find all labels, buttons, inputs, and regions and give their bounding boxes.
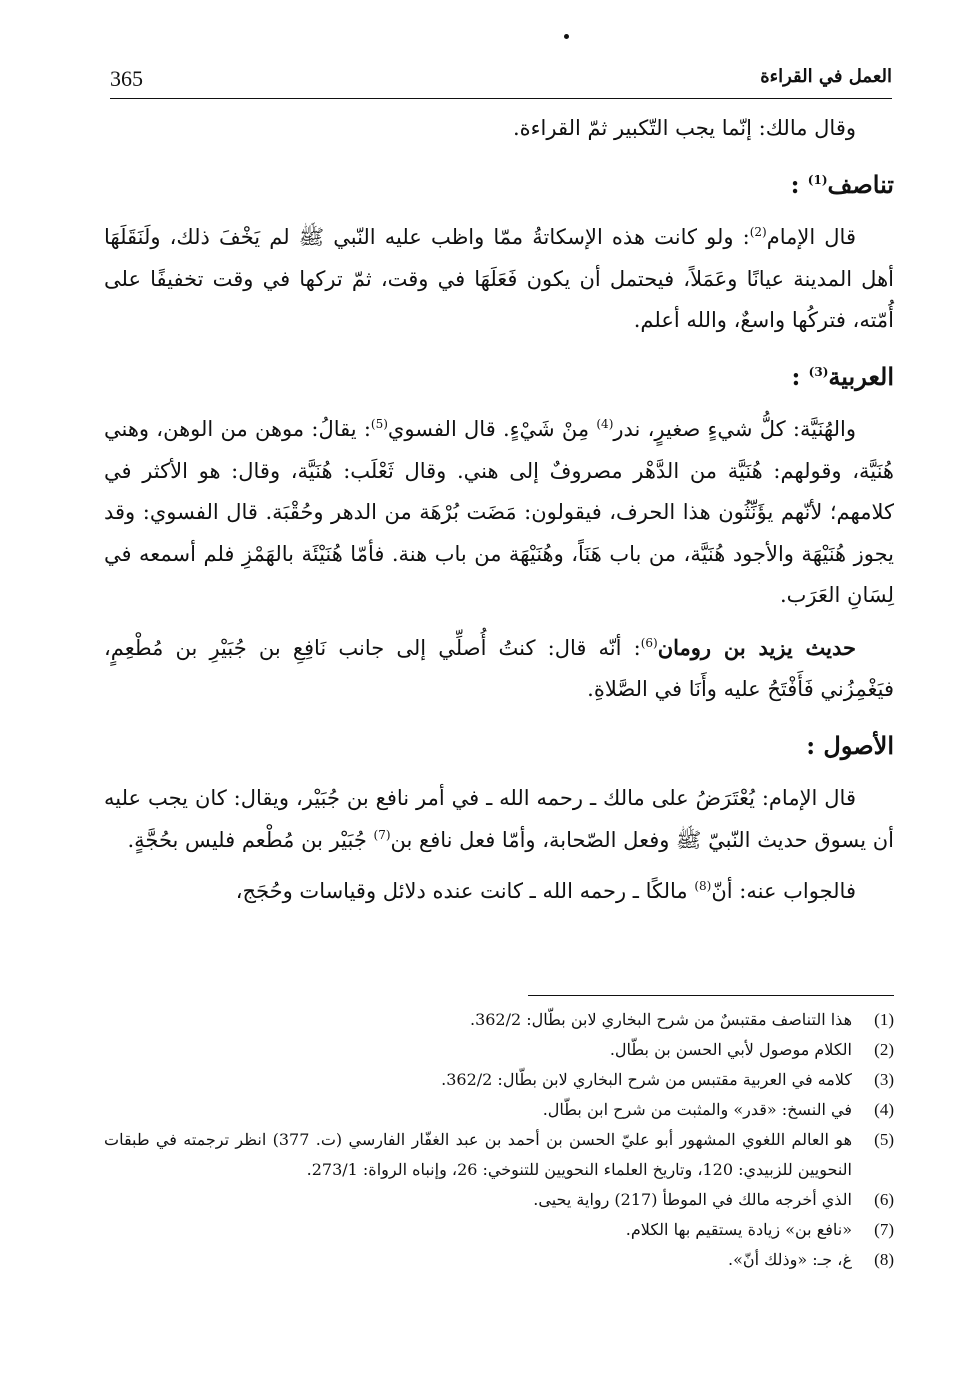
footnote-item [104,1245,894,1275]
footnote-number: (3) [874,1070,894,1089]
heading-tanasuf-text: تناصف [827,169,894,199]
main-text [104,108,894,913]
page-header [110,58,892,99]
paragraph-hadith [104,627,894,711]
paragraph-hunayya-b: مِنْ شَيْءٍ. قال الفسوي [387,417,597,441]
paragraph-usul-b: جُبَيْر بن مُطْعم فليس بحُجَّةٍ. [127,827,374,852]
paragraph-usul [104,778,894,861]
footnote-text: «نافع بن» زيادة يستقيم بها الكلام. [625,1220,852,1239]
footnote-text: هو العالم اللغوي المشهور أبو عليّ الحسن بن أحمد بن عبد الغفّار الفارسي (ت. 377) انظر ترجمته في طبقات النحويين للزبيدي: 120، وتاريخ العلماء النحويين للتنوخي: 26، وإنباه الرواة: 273/1. [104,1130,853,1179]
running-title: العمل في القراءة [760,66,892,87]
heading-usul: الأصول : [806,730,894,760]
footnote-item [104,1005,894,1035]
footnotes [104,1005,894,1275]
footnote-item [104,1125,894,1185]
footnote-text: في النسخ: «قدر» والمثبت من شرح ابن بطّال. [542,1100,852,1119]
paragraph-malik: وقال مالك: إنّما يجب التّكبير ثمّ القراءة. [512,116,856,140]
paragraph-hunayya [104,409,894,617]
footnote-item [104,1185,894,1215]
footnote-ref-1: (1) [807,172,828,187]
paragraph-usul-a: قال الإمام: يُعْتَرَضُ على مالك ـ رحمه الله ـ في أمر نافع بن جُبَيْر، ويقال: كان يجب عليه أن يسوق حديث النّبيّ ﷺ وفعل الصّحابة، وأمّا فعل نافع بن [104,786,894,852]
footnote-text: هذا التناصف مقتبسٌ من شرح البخاري لابن بطّال: 362/2. [469,1010,852,1029]
hadith-title: حديث يزيد بن رومان [657,634,856,660]
paragraph-answer-b: مالكًا ـ رحمه الله ـ كانت عنده دلائل وقياسات وحُجَج، [235,879,695,903]
footnote-ref-5: (5) [370,417,388,431]
footnote-ref-6: (6) [640,635,658,650]
footnote-text: كلامه في العربية مقتبس من شرح البخاري لابن بطّال: 362/2. [441,1070,852,1089]
paragraph-imam-text: : ولو كانت هذه الإسكاتةُ ممّا واظب عليه النّبي ﷺ لم يَخْفَ ذلك، ولَنَقَلَهَا أهل المدينة عيانًا وعَمَلاً، فيحتمل أن يكون فَعَلَهَا في وقت، ثمّ تركها في وقت تخفيفًا على أُمّته، فتركُها واسعٌ، والله أعلم. [104,225,894,332]
footnote-ref-8: (8) [694,879,712,893]
footnote-text: الذي أخرجه مالك في الموطأ (217) رواية يحيى. [533,1190,852,1209]
footnote-number: (2) [874,1040,894,1059]
footnote-separator [528,995,894,996]
footnote-number: (5) [874,1130,894,1149]
footnote-item [104,1035,894,1065]
footnote-ref-7: (7) [373,827,391,842]
footnote-item [104,1065,894,1095]
heading-arabiyya-text: العربية [828,361,894,391]
heading-tanasuf: تناصف$^{(1)}$ : [790,169,894,199]
paragraph-hadith-text: : أنّه قال: كنتُ أُصلِّي إلى جانب نَافِعِ بن جُبَيْرِ بن مُطْعِمٍ، فيَغْمِزُني فَأَفْتَحُ عليه وأَنَا في الصَّلاةِ. [104,635,894,701]
footnote-ref-2: (2) [749,225,767,239]
footnote-number: (1) [874,1010,894,1029]
footnote-number: (7) [874,1220,894,1239]
footnote-ref-3: (3) [808,364,829,379]
paragraph-hunayya-a: والهُنَيَّة: كلُّ شيءٍ صغيرٍ، ندر [613,417,856,441]
paragraph-imam [104,217,894,342]
footnote-text: الكلام موصول لأبي الحسن بن بطّال. [609,1040,852,1059]
footnote-number: (8) [874,1250,894,1269]
footnote-item [104,1095,894,1125]
footnote-ref-4: (4) [596,417,614,431]
footnote-text: غ، جـ: «وذلك أنّ». [727,1250,852,1269]
heading-arabiyya: العربية$^{(3)}$ : [791,361,894,391]
paragraph-imam-lead: قال الإمام [766,225,856,249]
footnote-item [104,1215,894,1245]
footnote-number: (4) [874,1100,894,1119]
footnote-number: (6) [874,1190,894,1209]
paragraph-answer [104,871,894,913]
paragraph-hunayya-c: : يقالُ: موهن من الوهن، وهني هُنَيَّة، وقولهم: هُنَيَّة من الدَّهْر مصروفٌ إلى هني. وقال ثَعْلَب: هُنَيَّة، وقال: هو الأكثر في كلامهم؛ لأنّهم يؤَنِّثُون هذا الحرف، فيقولون: مَضَت بُرْهَة من الدهر وحُقْبَة. قال الفسوي: وقد يجوز هُنَيْهَة والأجود هُنَيَّة، من باب هَنَاً، وهُنَيْهَة من باب هنة. فأمّا هُنَيْئَة بالهَمْزِ فلم أسمعه في لِسَانِ العَرَب. [104,417,894,607]
page-number: 365 [110,66,143,91]
paragraph-answer-a: فالجواب عنه: أنّ [711,879,856,903]
ink-dot [564,34,569,39]
